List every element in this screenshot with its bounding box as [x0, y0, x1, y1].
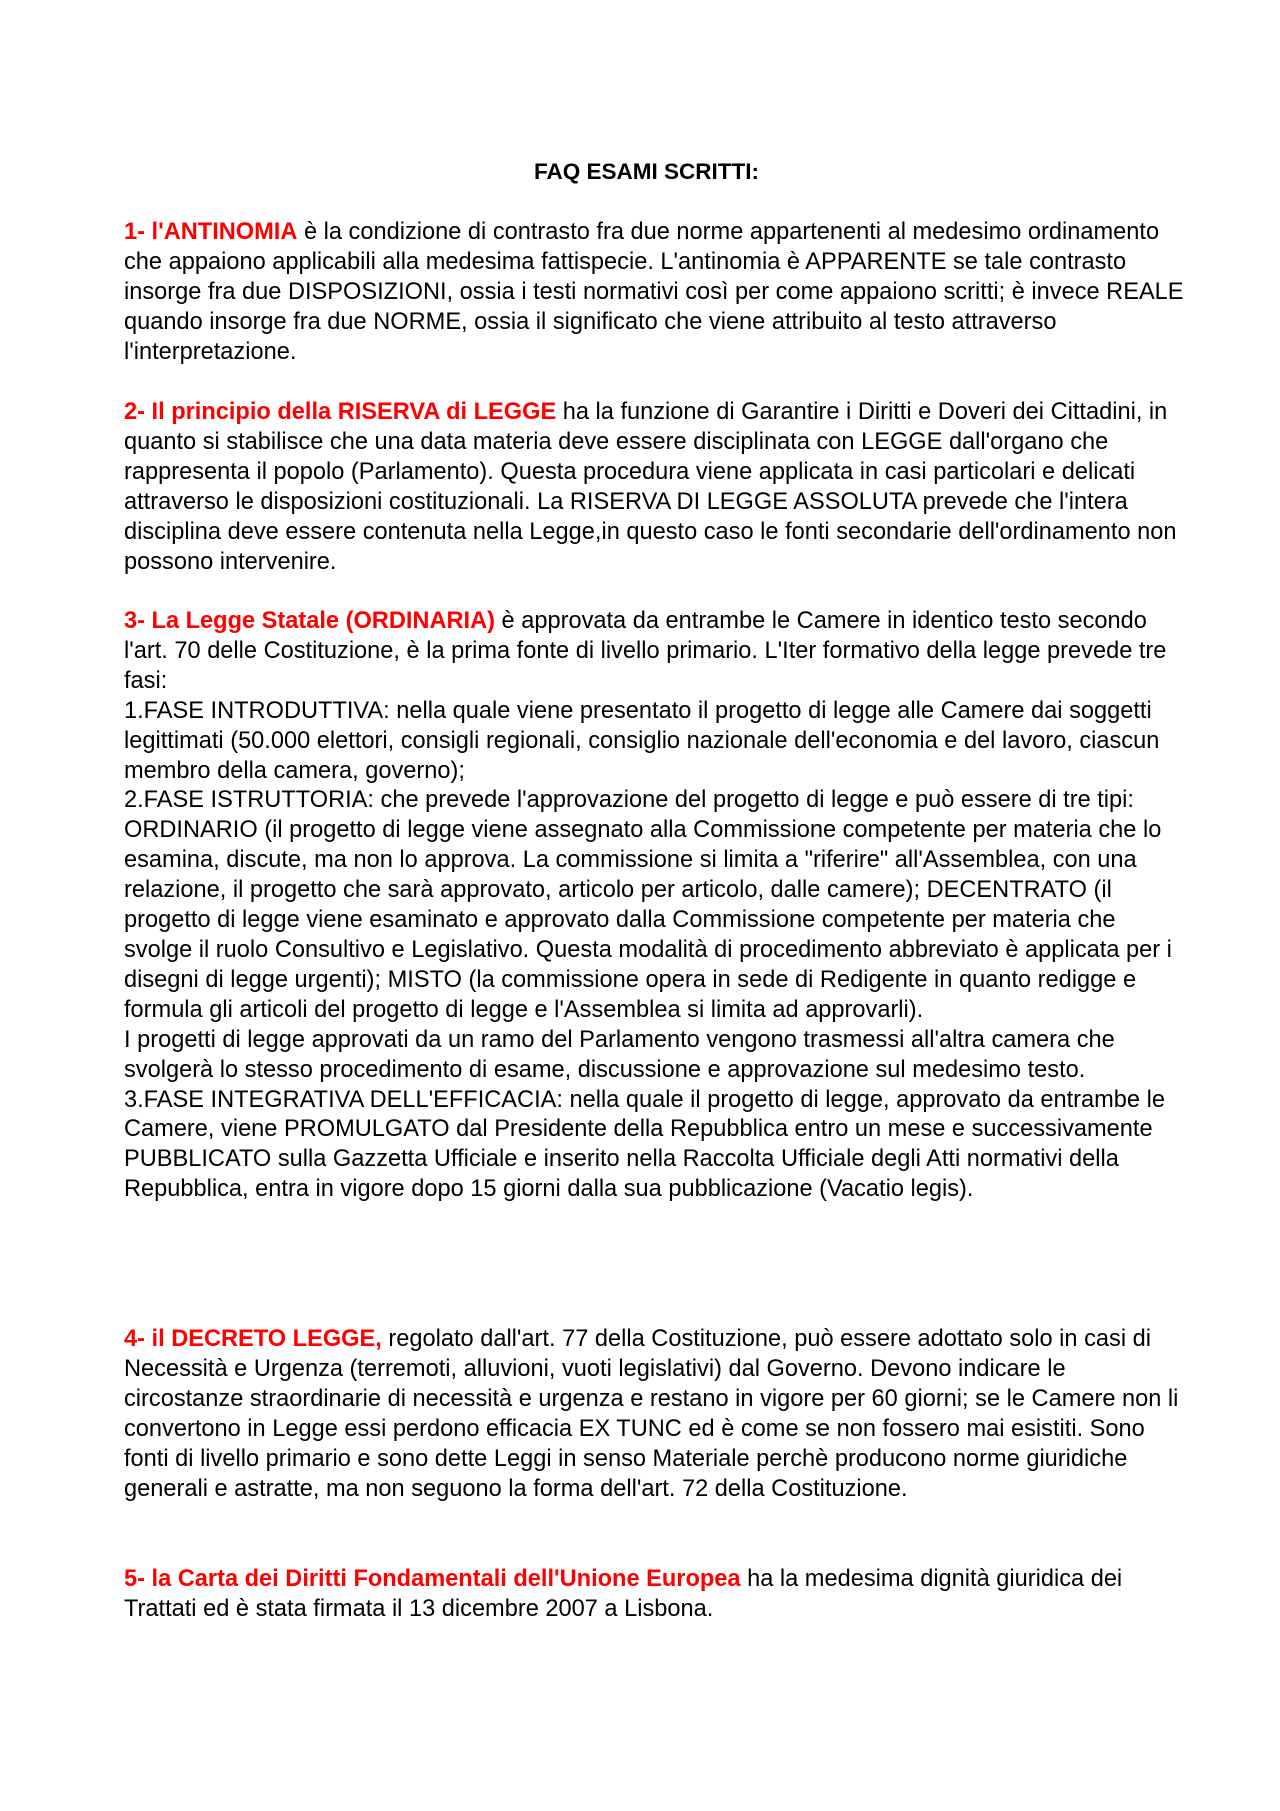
- faq-text: è approvata da entrambe le Camere in identico testo secondo l'art. 70 delle Costituzione, è la prima fonte di livello primario. L'Iter formativo della legge prevede tre fasi:: [124, 608, 1167, 694]
- faq-heading: 1- l'ANTINOMIA: [124, 219, 298, 245]
- faq-section-legge-statale: [124, 607, 1184, 1205]
- faq-text: regolato dall'art. 77 della Costituzione, può essere adottato solo in casi di Necessità e Urgenza (terremoti, alluvioni, vuoti legislativi) dal Governo. Devono indicare le circostanze straordinarie di necessità e urgenza e restano in vigore per 60 giorni; se le Camere non li convertono in Legge essi perdono efficacia EX TUNC ed è come se non fossero mai esistiti. Sono fonti di livello primario e sono dette Leggi in senso Materiale perchè producono norme giuridiche generali e astratte, ma non seguono la forma dell'art. 72 della Costituzione.: [124, 1326, 1179, 1502]
- faq-paragraph-fase-istruttoria: 2.FASE ISTRUTTORIA: che prevede l'approvazione del progetto di legge e può essere di tre tipi: ORDINARIO (il progetto di legge viene assegnato alla Commissione competente per materia che lo esamina, discute, ma non lo approva. La commissione si limita a "riferire" all'Assemblea, con una relazione, il progetto che sarà approvato, articolo per articolo, dalle camere); DECENTRATO (il progetto di legge viene esaminato e approvato dalla Commissione competente per materia che svolge il ruolo Consultivo e Legislativo. Questa modalità di procedimento abbreviato è applicata per i disegni di legge urgenti); MISTO (la commissione opera in sede di Redigente in quanto redigge e formula gli articoli del progetto di legge e l'Assemblea si limita ad approvarli).: [124, 787, 1172, 1023]
- faq-text: ha la funzione di Garantire i Diritti e Doveri dei Cittadini, in quanto si stabilisce che una data materia deve essere disciplinata con LEGGE dall'organo che rappresenta il popolo (Parlamento). Questa procedura viene applicata in casi particolari e delicati attraverso le disposizioni costituzionali. La RISERVA DI LEGGE ASSOLUTA prevede che l'intera disciplina deve essere contenuta nella Legge,in questo caso le fonti secondarie dell'ordinamento non possono intervenire.: [124, 399, 1177, 575]
- faq-paragraph-trasmissione: I progetti di legge approvati da un ramo del Parlamento vengono trasmessi all'altra camera che svolgerà lo stesso procedimento di esame, discussione e approvazione sul medesimo testo.: [124, 1026, 1115, 1083]
- faq-paragraph: [124, 607, 1184, 697]
- faq-heading: 3- La Legge Statale (ORDINARIA): [124, 608, 495, 634]
- faq-section-carta-diritti: [124, 1565, 1184, 1625]
- faq-paragraph-fase-introduttiva: 1.FASE INTRODUTTIVA: nella quale viene presentato il progetto di legge alle Camere dai soggetti legittimati (50.000 elettori, consigli regionali, consiglio nazionale dell'economia e del lavoro, ciascun membro della camera, governo);: [124, 697, 1160, 784]
- faq-paragraph: [124, 218, 1184, 368]
- faq-paragraph-fase-integrativa: 3.FASE INTEGRATIVA DELL'EFFICACIA: nella quale il progetto di legge, approvato da entrambe le Camere, viene PROMULGATO dal Presidente della Repubblica entro un mese e successivamente PUBBLICATO sulla Gazzetta Ufficiale e inserito nella Raccolta Ufficiale degli Atti normativi della Repubblica, entra in vigore dopo 15 giorni dalla sua pubblicazione (Vacatio legis).: [124, 1086, 1165, 1203]
- faq-paragraph: [124, 1565, 1184, 1625]
- faq-section-decreto-legge: [124, 1325, 1184, 1504]
- faq-heading: 4- il DECRETO LEGGE,: [124, 1326, 382, 1352]
- page-title: FAQ ESAMI SCRITTI:: [534, 159, 759, 184]
- faq-section-riserva-di-legge: [124, 398, 1184, 577]
- faq-paragraph: [124, 398, 1184, 577]
- faq-text: ha la medesima dignità giuridica dei Trattati ed è stata firmata il 13 dicembre 2007 a Lisbona.: [124, 1566, 1123, 1622]
- faq-text: è la condizione di contrasto fra due norme appartenenti al medesimo ordinamento che appaiono applicabili alla medesima fattispecie. L'antinomia è APPARENTE se tale contrasto insorge fra due DISPOSIZIONI, ossia i testi normativi così per come appaiono scritti; è invece REALE quando insorge fra due NORME, ossia il significato che viene attribuito al testo attraverso l'interpretazione.: [124, 219, 1184, 365]
- faq-paragraph: [124, 1325, 1184, 1504]
- faq-heading: 5- la Carta dei Diritti Fondamentali dell'Unione Europea: [124, 1566, 741, 1592]
- faq-heading: 2- Il principio della RISERVA di LEGGE: [124, 399, 557, 425]
- faq-section-antinomia: [124, 218, 1184, 368]
